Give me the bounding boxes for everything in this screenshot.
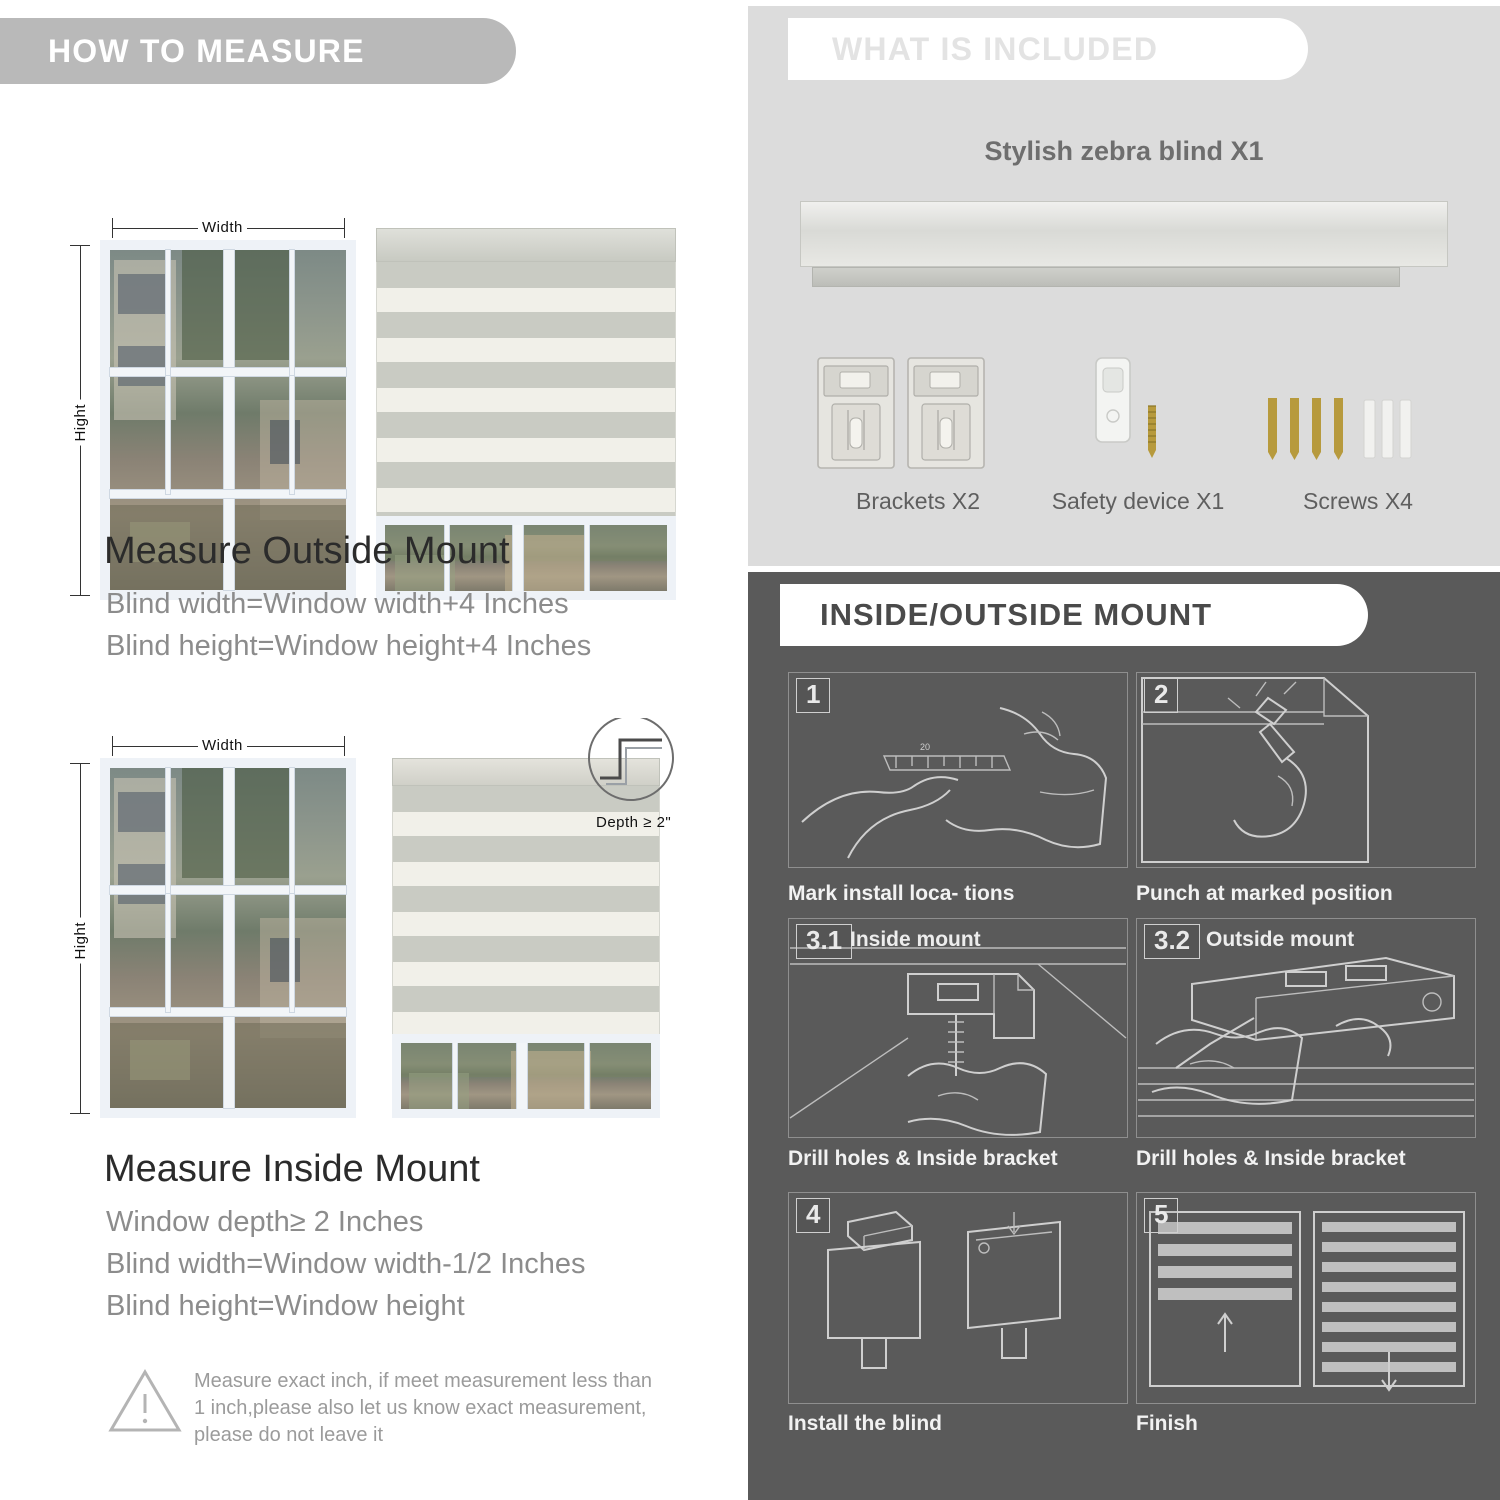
step-3-2-caption: Drill holes & Inside bracket <box>1136 1147 1406 1170</box>
step-2-caption: Punch at marked position <box>1136 882 1393 905</box>
what-is-included-panel <box>748 6 1500 566</box>
step-1 <box>788 672 1128 868</box>
step-3-1-number: 3.1 <box>796 924 852 959</box>
step-5 <box>1136 1192 1476 1404</box>
step-4 <box>788 1192 1128 1404</box>
inside-mount-line-3: Blind height=Window height <box>106 1290 465 1322</box>
step-1-caption: Mark install loca- tions <box>788 882 1015 905</box>
included-product-title: Stylish zebra blind X1 <box>984 136 1264 166</box>
step-4-number: 4 <box>796 1198 830 1233</box>
step-4-line-art <box>788 1192 1128 1404</box>
outside-height-tick-bottom <box>70 595 90 596</box>
depth-label: Depth ≥ 2" <box>596 814 672 831</box>
step-5-caption: Finish <box>1136 1412 1198 1435</box>
step-1-number: 1 <box>796 678 830 713</box>
step-1-line-art <box>788 672 1128 868</box>
inside-height-label: Hight <box>72 918 89 964</box>
part-label-brackets: Brackets X2 <box>856 488 980 514</box>
depth-callout <box>0 718 742 1148</box>
zebra-blind-headrail-image <box>800 201 1448 291</box>
step-4-caption: Install the blind <box>788 1412 943 1435</box>
inside-outside-mount-panel <box>748 572 1500 1500</box>
part-label-screws: Screws X4 <box>1303 488 1413 514</box>
how-to-measure-badge: HOW TO MEASURE <box>0 18 516 84</box>
step-3-1 <box>788 918 1128 1138</box>
outside-width-label: Width <box>198 219 247 236</box>
inside-mount-heading: Measure Inside Mount <box>104 1148 480 1190</box>
step-2-number: 2 <box>1144 678 1178 713</box>
measure-warning-text: Measure exact inch, if meet measurement less than 1 inch,please also let us know exact measurement, please do not leave it <box>194 1370 652 1446</box>
inside-mount-illustration <box>0 718 742 1148</box>
outside-height-label: Hight <box>72 400 89 446</box>
step-3-2-number: 3.2 <box>1144 924 1200 959</box>
part-label-safety-device: Safety device X1 <box>1051 488 1225 514</box>
blind-fabric <box>376 262 676 516</box>
inside-mount-line-1: Window depth≥ 2 Inches <box>106 1206 424 1238</box>
outside-width-tick-left <box>112 218 113 238</box>
warning-triangle-icon <box>108 1368 182 1434</box>
inside-outside-mount-badge: INSIDE/OUTSIDE MOUNT <box>780 584 1368 646</box>
svg-text:20: 20 <box>920 742 931 752</box>
outside-mount-heading: Measure Outside Mount <box>104 530 510 572</box>
what-is-included-badge: WHAT IS INCLUDED <box>788 18 1308 80</box>
headrail-bottom <box>812 267 1400 287</box>
step-3-1-subtitle: Inside mount <box>850 928 981 951</box>
step-3-2-subtitle: Outside mount <box>1206 928 1355 951</box>
step-3-2 <box>1136 918 1476 1138</box>
outside-height-tick-top <box>70 245 90 246</box>
outside-mount-illustration <box>0 100 742 530</box>
outside-width-tick-right <box>344 218 345 238</box>
outside-mount-line-1: Blind width=Window width+4 Inches <box>106 588 569 620</box>
how-to-measure-panel <box>0 0 742 1500</box>
step-5-number: 5 <box>1144 1198 1178 1233</box>
step-5-line-art <box>1136 1192 1476 1404</box>
blind-headrail <box>376 228 676 262</box>
step-2 <box>1136 672 1476 868</box>
step-3-1-caption: Drill holes & Inside bracket <box>788 1147 1058 1170</box>
inside-mount-line-2: Blind width=Window width-1/2 Inches <box>106 1248 586 1280</box>
step-2-line-art <box>1136 672 1476 868</box>
headrail-front <box>800 201 1448 267</box>
outside-mount-line-2: Blind height=Window height+4 Inches <box>106 630 592 662</box>
measure-warning <box>108 1368 688 1458</box>
inside-width-label: Width <box>198 737 247 754</box>
